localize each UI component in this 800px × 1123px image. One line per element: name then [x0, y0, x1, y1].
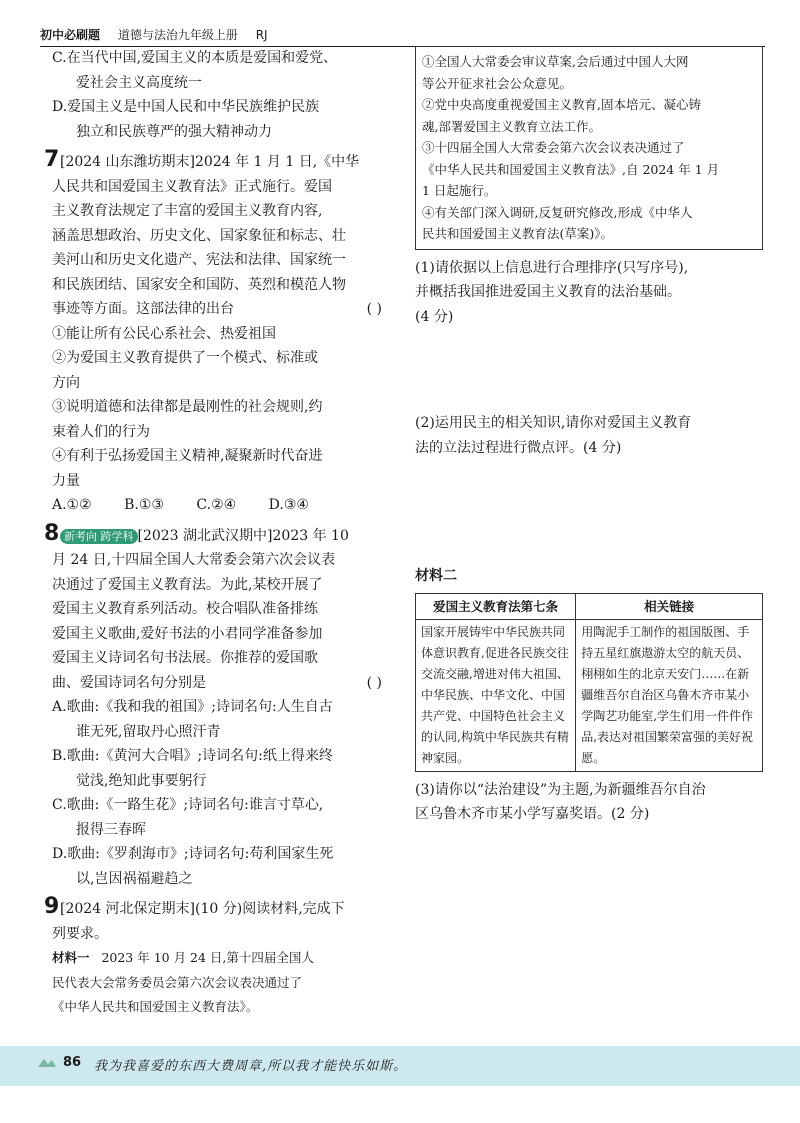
question-8 [44, 520, 382, 892]
q6-option-d [52, 95, 382, 144]
question-9 [44, 894, 382, 1020]
line: 人民共和国爱国主义教育法》正式施行。爱国 [52, 178, 332, 195]
sub-question-1 [415, 256, 763, 330]
option-d-cont: 以,岂因祸福避趋之 [76, 870, 193, 887]
right-column [415, 46, 763, 827]
question-7 [44, 147, 382, 518]
line: 区乌鲁木齐市某小学写嘉奖语。(2 分) [415, 806, 650, 822]
line: 《中华人民共和国爱国主义教育法》。 [52, 999, 259, 1014]
line: (1)请依据以上信息进行合理排序(只写序号), [415, 259, 689, 276]
option-a[interactable]: A.①② [52, 497, 92, 513]
event-3: ③十四届全国人大常委会第六次会议表决通过了 [422, 140, 685, 155]
line: 爱国主义教育系列活动。校合唱队准备排练 [52, 601, 318, 617]
statement-4: ④有利于弘扬爱国主义精神,凝聚新时代奋进 [52, 448, 323, 464]
table-header: 爱国主义教育法第七条 [416, 593, 576, 619]
q7-options [52, 493, 382, 518]
event-2-cont: 魂,部署爱国主义教育立法工作。 [422, 118, 601, 134]
line: 2023 年 10 月 24 日,第十四届全国人 [101, 950, 314, 965]
line: [2024 河北保定期末](10 分)阅读材料,完成下 [60, 901, 345, 917]
line: 爱国主义歌曲,爱好书法的小君同学准备参加 [52, 625, 323, 642]
footer-logo-icon [36, 1055, 58, 1071]
line: 民代表大会常务委员会第六次会议表决通过了 [52, 974, 303, 990]
series-title: 初中必刷题 [40, 28, 101, 42]
line: 事迹等方面。这部法律的出台 [52, 301, 234, 317]
option-a-cont: 谁无死,留取丹心照汗青 [76, 723, 221, 740]
q6-option-c [52, 46, 382, 95]
event-box [415, 46, 763, 250]
event-1-cont: 等公开征求社会公众意见。 [422, 75, 573, 91]
option-b-cont: 觉浅,绝知此事要躬行 [76, 772, 207, 789]
statement-1: ①能让所有公民心系社会、热爱祖国 [52, 325, 276, 342]
line: 曲、爱国诗词名句分别是 [52, 674, 206, 691]
line: [2023 湖北武汉期中]2023 年 10 [137, 527, 349, 544]
line: 爱国主义诗词名句书法展。你推荐的爱国歌 [52, 650, 318, 666]
option-b[interactable]: B.歌曲:《黄河大合唱》;诗词名句:纸上得来终 [52, 748, 333, 764]
statement-3-cont: 束着人们的行为 [52, 423, 150, 440]
statement-3: ③说明道德和法律都是最刚性的社会规则,约 [52, 399, 323, 415]
line: (3)请你以“法治建设”为主题,为新疆维吾尔自治 [415, 781, 706, 798]
line: C.在当代中国,爱国主义的本质是爱国和爱党、 [52, 50, 338, 66]
line: (2)运用民主的相关知识,请你对爱国主义教育 [415, 415, 692, 431]
line: 并概括我国推进爱国主义教育的法治基础。 [415, 284, 681, 300]
book-title: 道德与法治九年级上册 [117, 28, 238, 42]
table-header: 相关链接 [576, 593, 763, 619]
edition-label: RJ [255, 28, 268, 42]
event-4: ④有关部门深入调研,反复研究修改,形成《中华人 [422, 204, 693, 220]
line: 爱社会主义高度统一 [76, 74, 202, 91]
table-cell: 用陶泥手工制作的祖国版图、手持五星红旗遨游太空的航天员、栩栩如生的北京天安门……在新疆维吾尔自治区乌鲁木齐市某小学陶艺功能室,学生们用一件件作品,表达对祖国繁荣富强的美好祝愿。 [576, 619, 763, 771]
table-cell: 国家开展铸牢中华民族共同体意识教育,促进各民族交往交流交融,增进对伟大祖国、中华民族、中华文化、中国共产党、中国特色社会主义的认同,构筑中华民族共有精神家园。 [416, 619, 576, 771]
material-2-label: 材料二 [415, 568, 457, 584]
line: 列要求。 [52, 925, 108, 942]
option-b[interactable]: B.①③ [124, 497, 164, 513]
event-3-cont: 1 日起施行。 [422, 183, 497, 198]
answer-space-1[interactable] [415, 329, 763, 411]
event-4-cont: 民共和国爱国主义教育法(草案)》。 [422, 226, 614, 241]
option-c-cont: 报得三春晖 [76, 821, 146, 838]
option-d[interactable]: D.③④ [268, 497, 309, 513]
event-1: ①全国人大常委会审议草案,会后通过中国人大网 [422, 54, 689, 69]
sub-question-2 [415, 411, 763, 460]
option-a[interactable]: A.歌曲:《我和我的祖国》;诗词名句:人生自古 [52, 699, 333, 715]
option-d[interactable]: D.歌曲:《罗刹海市》;诗词名句:苟利国家生死 [52, 846, 334, 862]
line: D.爱国主义是中国人民和中华民族维护民族 [52, 99, 320, 115]
statement-4-cont: 力量 [52, 472, 80, 489]
line: 美河山和历史文化遗产、宪法和法律、国家统一 [52, 252, 346, 268]
answer-space-2[interactable] [415, 460, 763, 564]
event-2: ②党中央高度重视爱国主义教育,固本培元、凝心铸 [422, 97, 701, 112]
new-direction-badge: 新考向 跨学科 [60, 529, 138, 544]
answer-blank[interactable]: ( ) [366, 674, 382, 691]
question-number: 7 [44, 147, 60, 172]
line: 主义教育法规定了丰富的爱国主义教育内容, [52, 203, 323, 219]
line: (4 分) [415, 308, 454, 325]
line: 决通过了爱国主义教育法。为此,某校开展了 [52, 576, 323, 593]
line: [2024 山东潍坊期末]2024 年 1 月 1 日,《中华 [60, 154, 360, 170]
left-column [44, 46, 382, 1020]
line: 和民族团结、国家安全和国防、英烈和模范人物 [52, 276, 346, 293]
answer-blank[interactable]: ( ) [366, 301, 382, 317]
material-1-label: 材料一 [52, 950, 90, 965]
line: 月 24 日,十四届全国人大常委会第六次会议表 [52, 552, 336, 568]
footer-motto: 我为我喜爱的东西大费周章,所以我才能快乐如斯。 [94, 1059, 408, 1074]
line: 法的立法过程进行微点评。(4 分) [415, 439, 622, 456]
page-header [40, 26, 765, 47]
question-number: 8 [44, 520, 60, 546]
page-number: 86 [63, 1055, 82, 1070]
event-3-cont: 《中华人民共和国爱国主义教育法》,自 2024 年 1 月 [422, 161, 720, 177]
statement-2-cont: 方向 [52, 374, 80, 391]
option-c[interactable]: C.②④ [196, 497, 237, 513]
sub-question-3 [415, 778, 763, 827]
option-c[interactable]: C.歌曲:《一路生花》;诗词名句:谁言寸草心, [52, 797, 324, 813]
line: 独立和民族尊严的强大精神动力 [76, 123, 272, 140]
question-number: 9 [44, 894, 60, 919]
statement-2: ②为爱国主义教育提供了一个模式、标准或 [52, 350, 318, 366]
line: 涵盖思想政治、历史文化、国家象征和标志、壮 [52, 227, 346, 244]
material-2-table [415, 593, 763, 772]
